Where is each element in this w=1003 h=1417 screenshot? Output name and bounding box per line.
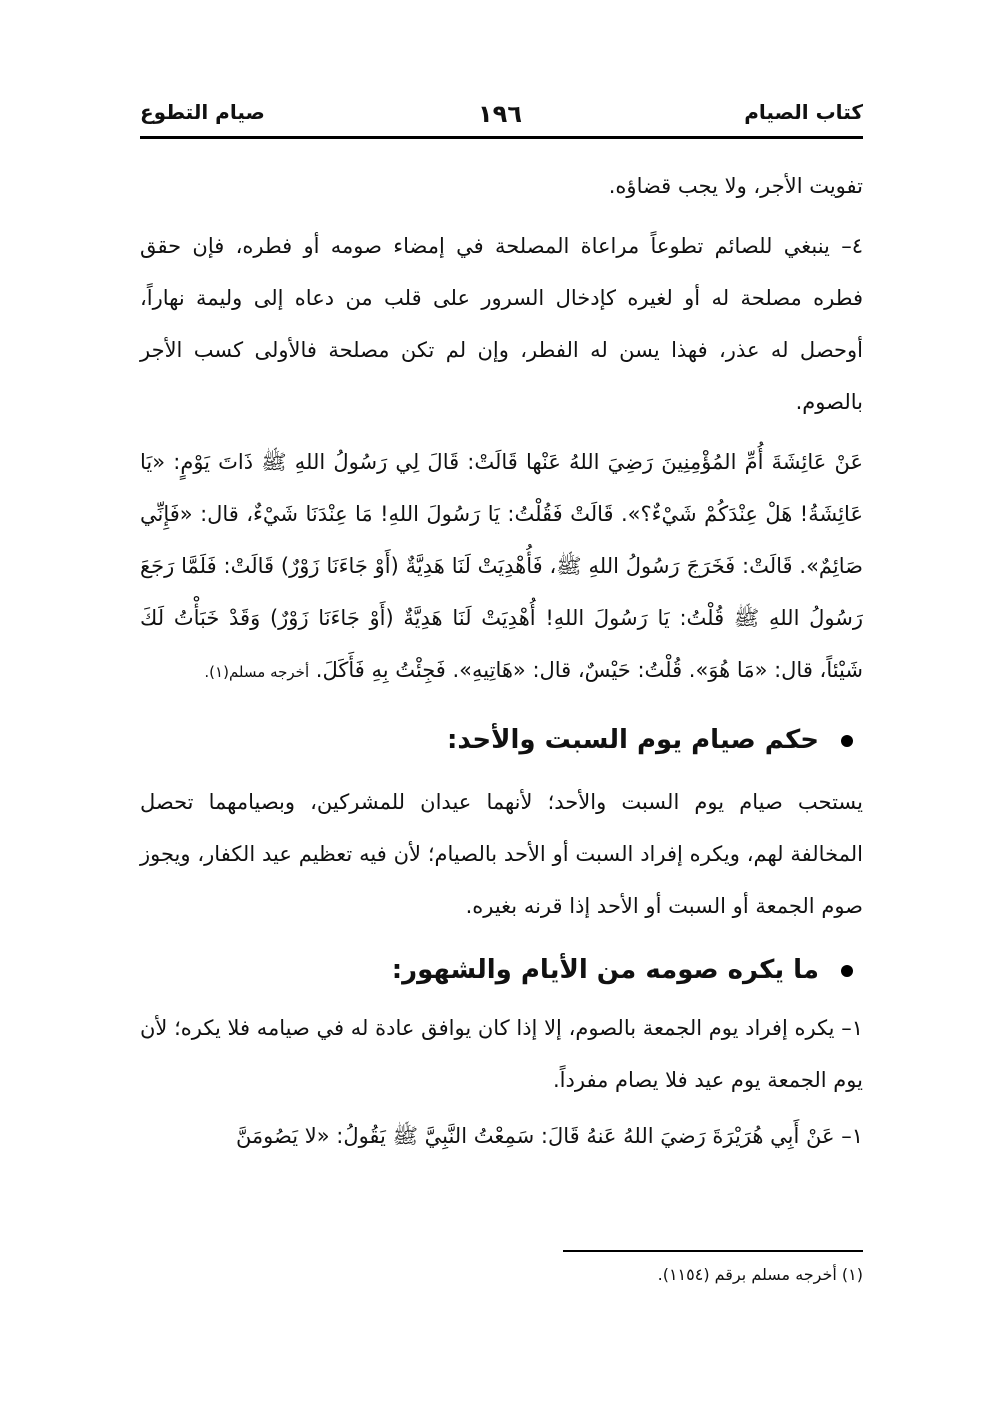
hadith-aisha-text: عَنْ عَائِشَةَ أُمِّ المُؤْمِنِينَ رَضِيَ اللهُ عَنْها قَالَتْ: قَالَ لِي رَسُولُ اللهِ ﷺ ذَاتَ يَوْمٍ: «يَا عَائِشَةُ! هَلْ عِنْدَكُمْ شَيْءٌ؟». قَالَتْ فَقُلْتُ: يَا رَسُولَ اللهِ! مَا عِنْدَنَا شَيْءٌ، قال: «فَإِنِّي صَائِمٌ». قَالَتْ: فَخَرَجَ رَسُولُ اللهِ ﷺ، فَأُهْدِيَتْ لَنَا هَدِيَّةٌ (أَوْ جَاءَنَا زَوْرٌ) قَالَتْ: فَلَمَّا رَجَعَ رَسُولُ اللهِ ﷺ قُلْتُ: يَا رَسُولَ اللهِ! أُهْدِيَتْ لَنَا هَدِيَّةٌ (أَوْ جَاءَنَا زَوْرٌ) وَقَدْ خَبَأْتُ لَكَ شَيْئاً، قال: «مَا هُوَ». قُلْتُ: حَيْسٌ، قال: «هَاتِيهِ». فَجِئْتُ بِهِ فَأَكَلَ.	[140, 450, 863, 682]
footnote: (١) أخرجه مسلم برقم (١١٥٤).	[657, 1265, 863, 1284]
hadith-aisha-reference: أخرجه مسلم(١).	[204, 663, 310, 681]
list-item-1: ١– يكره إفراد يوم الجمعة بالصوم، إلا إذا كان يوافق عادة له في صيامه فلا يكره؛ لأن يوم الجمعة يوم عيد فلا يصام مفرداً.	[140, 1016, 863, 1092]
section-heading-saturday-sunday	[140, 708, 863, 772]
heading-text: حكم صيام يوم السبت والأحد:	[447, 725, 819, 755]
section-heading-disliked-days	[140, 938, 863, 1002]
hadith-abu-hurairah: ١– عَنْ أَبِي هُرَيْرَةَ رَضيَ اللهُ عَنهُ قَالَ: سَمِعْتُ النَّبِيَّ ﷺ يَقُولُ: «لا يَصُومَنَّ	[235, 1124, 863, 1148]
list-item-4: ٤– ينبغي للصائم تطوعاً مراعاة المصلحة في إمضاء صومه أو فطره، فإن حقق فطره مصلحة له أو لغيره كإدخال السرور على قلب من دعاه إلى وليمة نهاراً، أوحصل له عذر، فهذا يسن له الفطر، وإن لم تكن مصلحة فالأولى كسب الأجر بالصوم.	[140, 234, 863, 414]
bullet-icon	[841, 735, 853, 747]
header-divider	[140, 136, 863, 139]
paragraph-saturday-sunday: يستحب صيام يوم السبت والأحد؛ لأنهما عيدان للمشركين، وبصيامهما تحصل المخالفة لهم، ويكره إفراد السبت أو الأحد بالصيام؛ لأن فيه تعظيم عيد الكفار، ويجوز صوم الجمعة أو السبت أو الأحد إذا قرنه بغيره.	[140, 790, 863, 918]
header-chapter-title: صيام التطوع	[140, 100, 265, 124]
bullet-icon	[841, 965, 853, 977]
footnote-divider	[563, 1250, 863, 1252]
heading-text: ما يكره صومه من الأيام والشهور:	[391, 955, 819, 985]
paragraph-1: تفويت الأجر، ولا يجب قضاؤه.	[608, 174, 863, 198]
page-number: ١٩٦	[478, 100, 522, 128]
page-body	[140, 160, 863, 1162]
header-book-title: كتاب الصيام	[744, 100, 863, 124]
hadith-aisha	[140, 436, 863, 698]
